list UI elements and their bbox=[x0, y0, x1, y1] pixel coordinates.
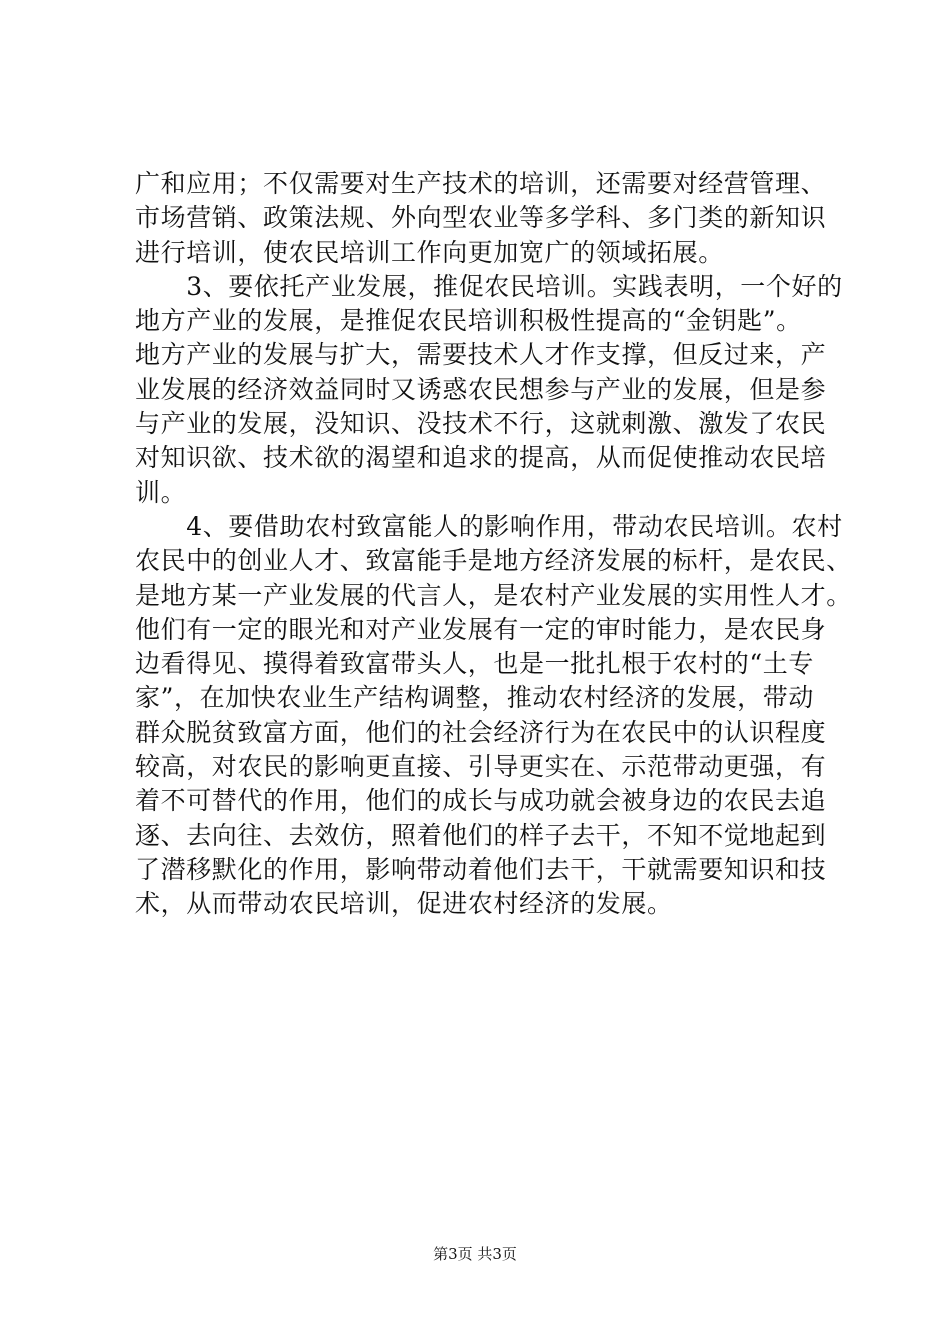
text-line: 是地方某一产业发展的代言人，是农村产业发展的实用性人才。 bbox=[135, 580, 852, 610]
text-line: 较高，对农民的影响更直接、引导更实在、示范带动更强，有 bbox=[135, 752, 827, 782]
page-number-footer: 第3页 共3页 bbox=[433, 1245, 517, 1263]
text-line: 农民中的创业人才、致富能手是地方经济发展的标杆，是农民、 bbox=[135, 546, 852, 576]
text-line: 他们有一定的眼光和对产业发展有一定的审时能力，是农民身 bbox=[135, 614, 827, 644]
text-line: 3、要依托产业发展，推促农民培训。实践表明，一个好的 bbox=[135, 271, 843, 301]
text-line: 与产业的发展，没知识、没技术不行，这就刺激、激发了农民 bbox=[135, 409, 827, 439]
text-line: 进行培训，使农民培训工作向更加宽广的领域拓展。 bbox=[135, 237, 724, 267]
text-line: 对知识欲、技术欲的渴望和追求的提高，从而促使推动农民培 bbox=[135, 443, 827, 473]
text-line: 术，从而带动农民培训，促进农村经济的发展。 bbox=[135, 889, 673, 919]
text-line: 边看得见、摸得着致富带头人，也是一批扎根于农村的“土专 bbox=[135, 649, 814, 679]
text-line: 4、要借助农村致富能人的影响作用，带动农民培训。农村 bbox=[135, 511, 843, 541]
text-line: 地方产业的发展与扩大，需要技术人才作支撑，但反过来，产 bbox=[135, 340, 827, 370]
text-line: 业发展的经济效益同时又诱惑农民想参与产业的发展，但是参 bbox=[135, 374, 827, 404]
text-line: 着不可替代的作用，他们的成长与成功就会被身边的农民去追 bbox=[135, 786, 827, 816]
text-line: 逐、去向往、去效仿，照着他们的样子去干，不知不觉地起到 bbox=[135, 820, 827, 850]
text-line: 了潜移默化的作用，影响带动着他们去干，干就需要知识和技 bbox=[135, 854, 827, 884]
document-body bbox=[135, 167, 852, 922]
text-line: 家”，在加快农业生产结构调整，推动农村经济的发展，带动 bbox=[135, 683, 814, 713]
text-line: 市场营销、政策法规、外向型农业等多学科、多门类的新知识 bbox=[135, 203, 827, 233]
text-line: 群众脱贫致富方面，他们的社会经济行为在农民中的认识程度 bbox=[135, 717, 827, 747]
text-line: 广和应用；不仅需要对生产技术的培训，还需要对经营管理、 bbox=[135, 169, 827, 198]
text-line: 训。 bbox=[135, 477, 187, 507]
text-line: 地方产业的发展，是推促农民培训积极性提高的“金钥匙”。 bbox=[135, 306, 802, 336]
